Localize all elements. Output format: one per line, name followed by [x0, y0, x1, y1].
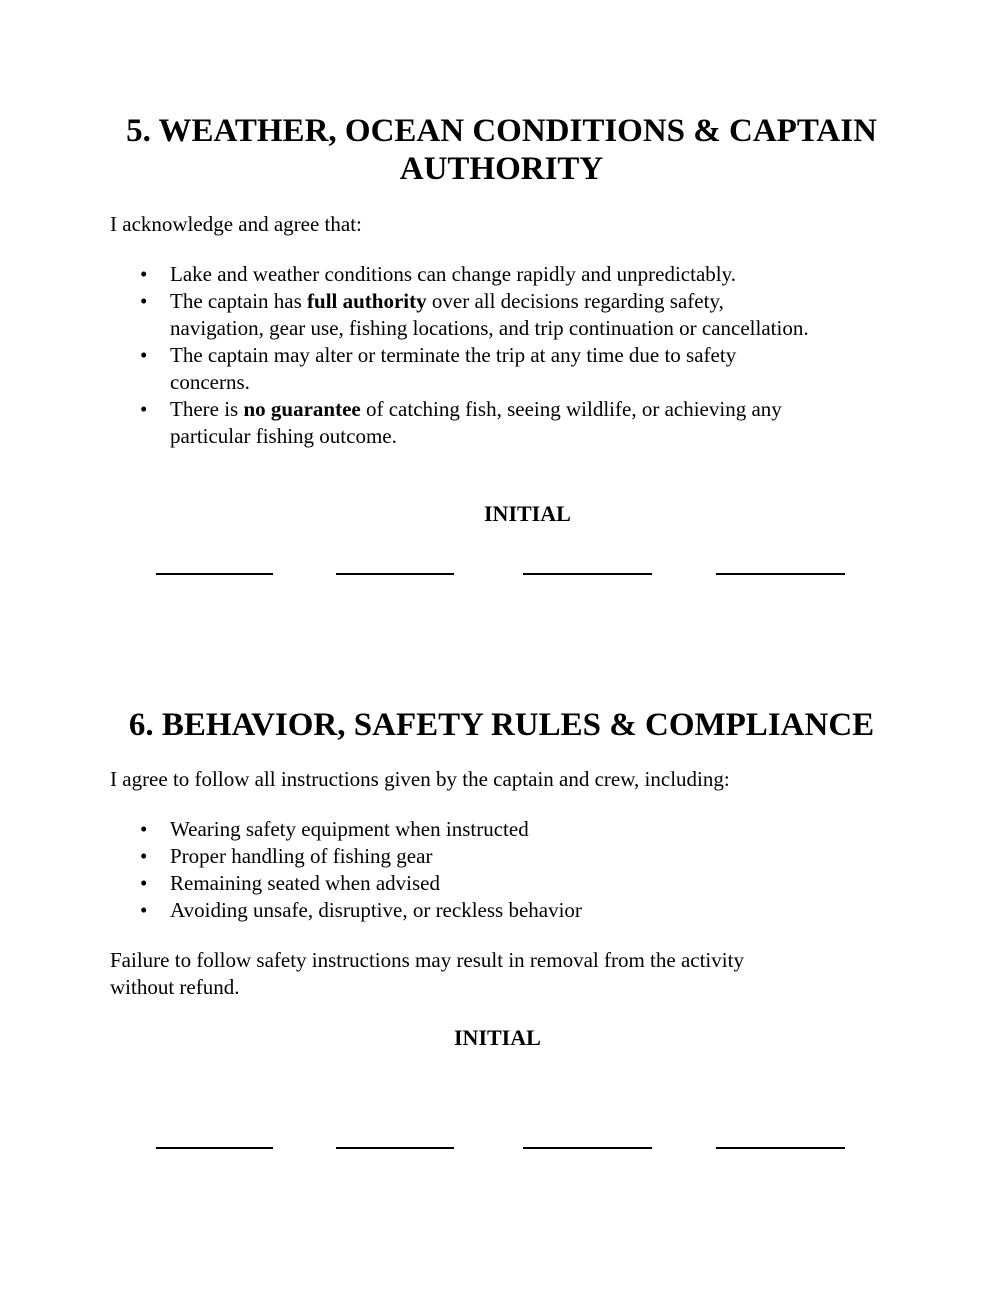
bullet-icon: •	[140, 871, 148, 895]
section-6-initial-label: INITIAL	[454, 1025, 541, 1050]
bullet-icon: •	[140, 844, 148, 868]
bullet-icon: •	[140, 817, 148, 841]
list-item: • The captain has full authority over all decisions regarding safety, navigation, gear use, fishing locations, and trip continuation or cancellation.	[140, 289, 809, 340]
section-5-title-line-2: AUTHORITY	[399, 151, 604, 187]
section-6-bullet-list	[110, 816, 582, 924]
list-item: • Avoiding unsafe, disruptive, or reckless behavior	[140, 898, 582, 922]
section-6-title: 6. BEHAVIOR, SAFETY RULES & COMPLIANCE	[128, 707, 875, 743]
initial-line-3[interactable]	[523, 573, 652, 575]
initial-line-8[interactable]	[716, 1147, 845, 1149]
section-6-closing: Failure to follow safety instructions may result in removal from the activity without refund.	[110, 948, 744, 999]
section-5-title	[0, 112, 1003, 188]
bullet-icon: •	[140, 898, 148, 922]
list-item: • Wearing safety equipment when instructed	[140, 817, 529, 841]
initial-line-5[interactable]	[156, 1147, 273, 1149]
initial-line-1[interactable]	[156, 573, 273, 575]
bullet-icon: •	[140, 343, 148, 367]
section-5-intro: I acknowledge and agree that:	[110, 212, 362, 236]
section-6-intro: I agree to follow all instructions given by the captain and crew, including:	[110, 767, 730, 791]
section-5-title-line-1: 5. WEATHER, OCEAN CONDITIONS & CAPTAIN	[126, 113, 877, 149]
bullet-icon: •	[140, 262, 148, 286]
section-5-initial-label: INITIAL	[484, 501, 571, 526]
initial-line-7[interactable]	[523, 1147, 652, 1149]
list-item: • Proper handling of fishing gear	[140, 844, 433, 868]
emphasis-full-authority: full authority	[307, 289, 427, 313]
bullet-icon: •	[140, 397, 148, 421]
list-item: • There is no guarantee of catching fish, seeing wildlife, or achieving any particular fishing outcome.	[140, 397, 782, 448]
initial-line-6[interactable]	[336, 1147, 454, 1149]
list-item: • Remaining seated when advised	[140, 871, 441, 895]
initial-line-2[interactable]	[336, 573, 454, 575]
bullet-icon: •	[140, 289, 148, 313]
list-item: • The captain may alter or terminate the trip at any time due to safety concerns.	[140, 343, 737, 394]
list-item: • Lake and weather conditions can change rapidly and unpredictably.	[140, 262, 736, 286]
initial-line-4[interactable]	[716, 573, 845, 575]
emphasis-no-guarantee: no guarantee	[243, 397, 361, 421]
section-5-bullet-list	[110, 261, 809, 450]
